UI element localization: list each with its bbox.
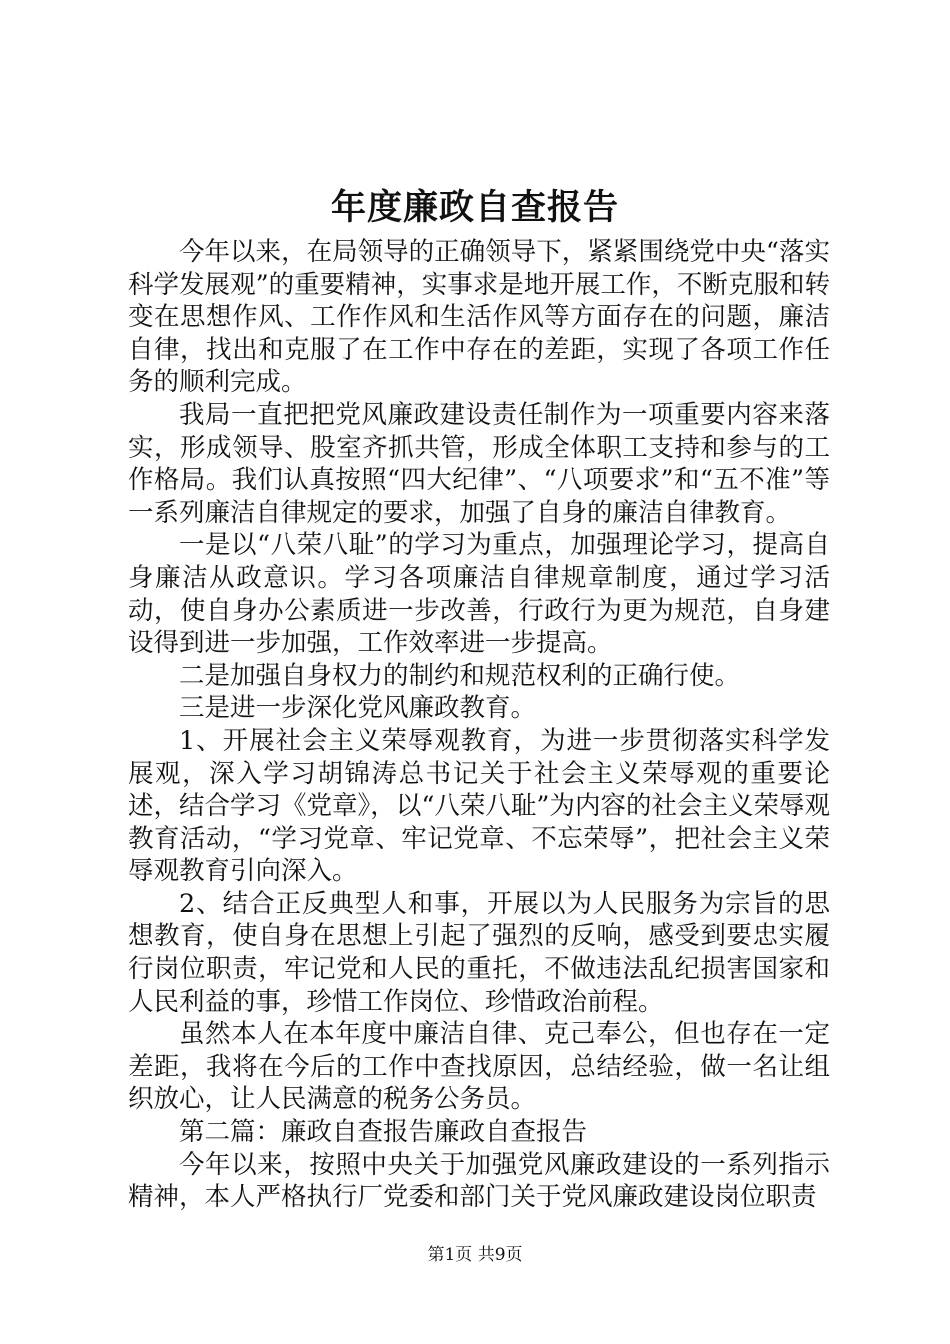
paragraph: 1、开展社会主义荣辱观教育，为进一步贯彻落实科学发展观，深入学习胡锦涛总书记关于社会主义荣辱观的重要论述，结合学习《党章》，以“八荣八耻”为内容的社会主义荣辱观教育活动，“学习党章、牢记党章、不忘荣辱”，把社会主义荣辱观教育引向深入。 xyxy=(128,725,830,887)
page-number: 第1页 共9页 xyxy=(427,1245,523,1265)
section-heading: 第二篇：廉政自查报告廉政自查报告 xyxy=(179,1117,588,1148)
paragraph: 虽然本人在本年度中廉洁自律、克己奉公，但也存在一定差距，我将在今后的工作中查找原因，总结经验，做一名让组织放心，让人民满意的税务公务员。 xyxy=(128,1019,830,1115)
paragraph: 三是进一步深化党风廉政教育。 xyxy=(179,693,537,724)
document-body xyxy=(128,236,830,1214)
paragraph: 我局一直把把党风廉政建设责任制作为一项重要内容来落实，形成领导、股室齐抓共管，形成全体职工支持和参与的工作格局。我们认真按照“四大纪律”、“八项要求”和“五不准”等一系列廉洁自律规定的要求，加强了自身的廉洁自律教育。 xyxy=(128,399,830,528)
paragraph: 今年以来，在局领导的正确领导下，紧紧围绕党中央“落实科学发展观”的重要精神，实事求是地开展工作，不断克服和转变在思想作风、工作作风和生活作风等方面存在的问题，廉洁自律，找出和克服了在工作中存在的差距，实现了各项工作任务的顺利完成。 xyxy=(128,237,830,398)
paragraph: 一是以“八荣八耻”的学习为重点，加强理论学习，提高自身廉洁从政意识。学习各项廉洁自律规章制度，通过学习活动，使自身办公素质进一步改善，行政行为更为规范，自身建设得到进一步加强，工作效率进一步提高。 xyxy=(128,530,830,659)
document-title: 年度廉政自查报告 xyxy=(330,187,619,228)
paragraph: 今年以来，按照中央关于加强党风廉政建设的一系列指示精神，本人严格执行厂党委和部门关于党风廉政建设岗位职责 xyxy=(128,1149,830,1213)
paragraph: 二是加强自身权力的制约和规范权利的正确行使。 xyxy=(179,660,741,691)
paragraph: 2、结合正反典型人和事，开展以为人民服务为宗旨的思想教育，使自身在思想上引起了强烈的反响，感受到要忠实履行岗位职责，牢记党和人民的重托，不做违法乱纪损害国家和人民利益的事，珍惜工作岗位、珍惜政治前程。 xyxy=(128,888,830,1017)
